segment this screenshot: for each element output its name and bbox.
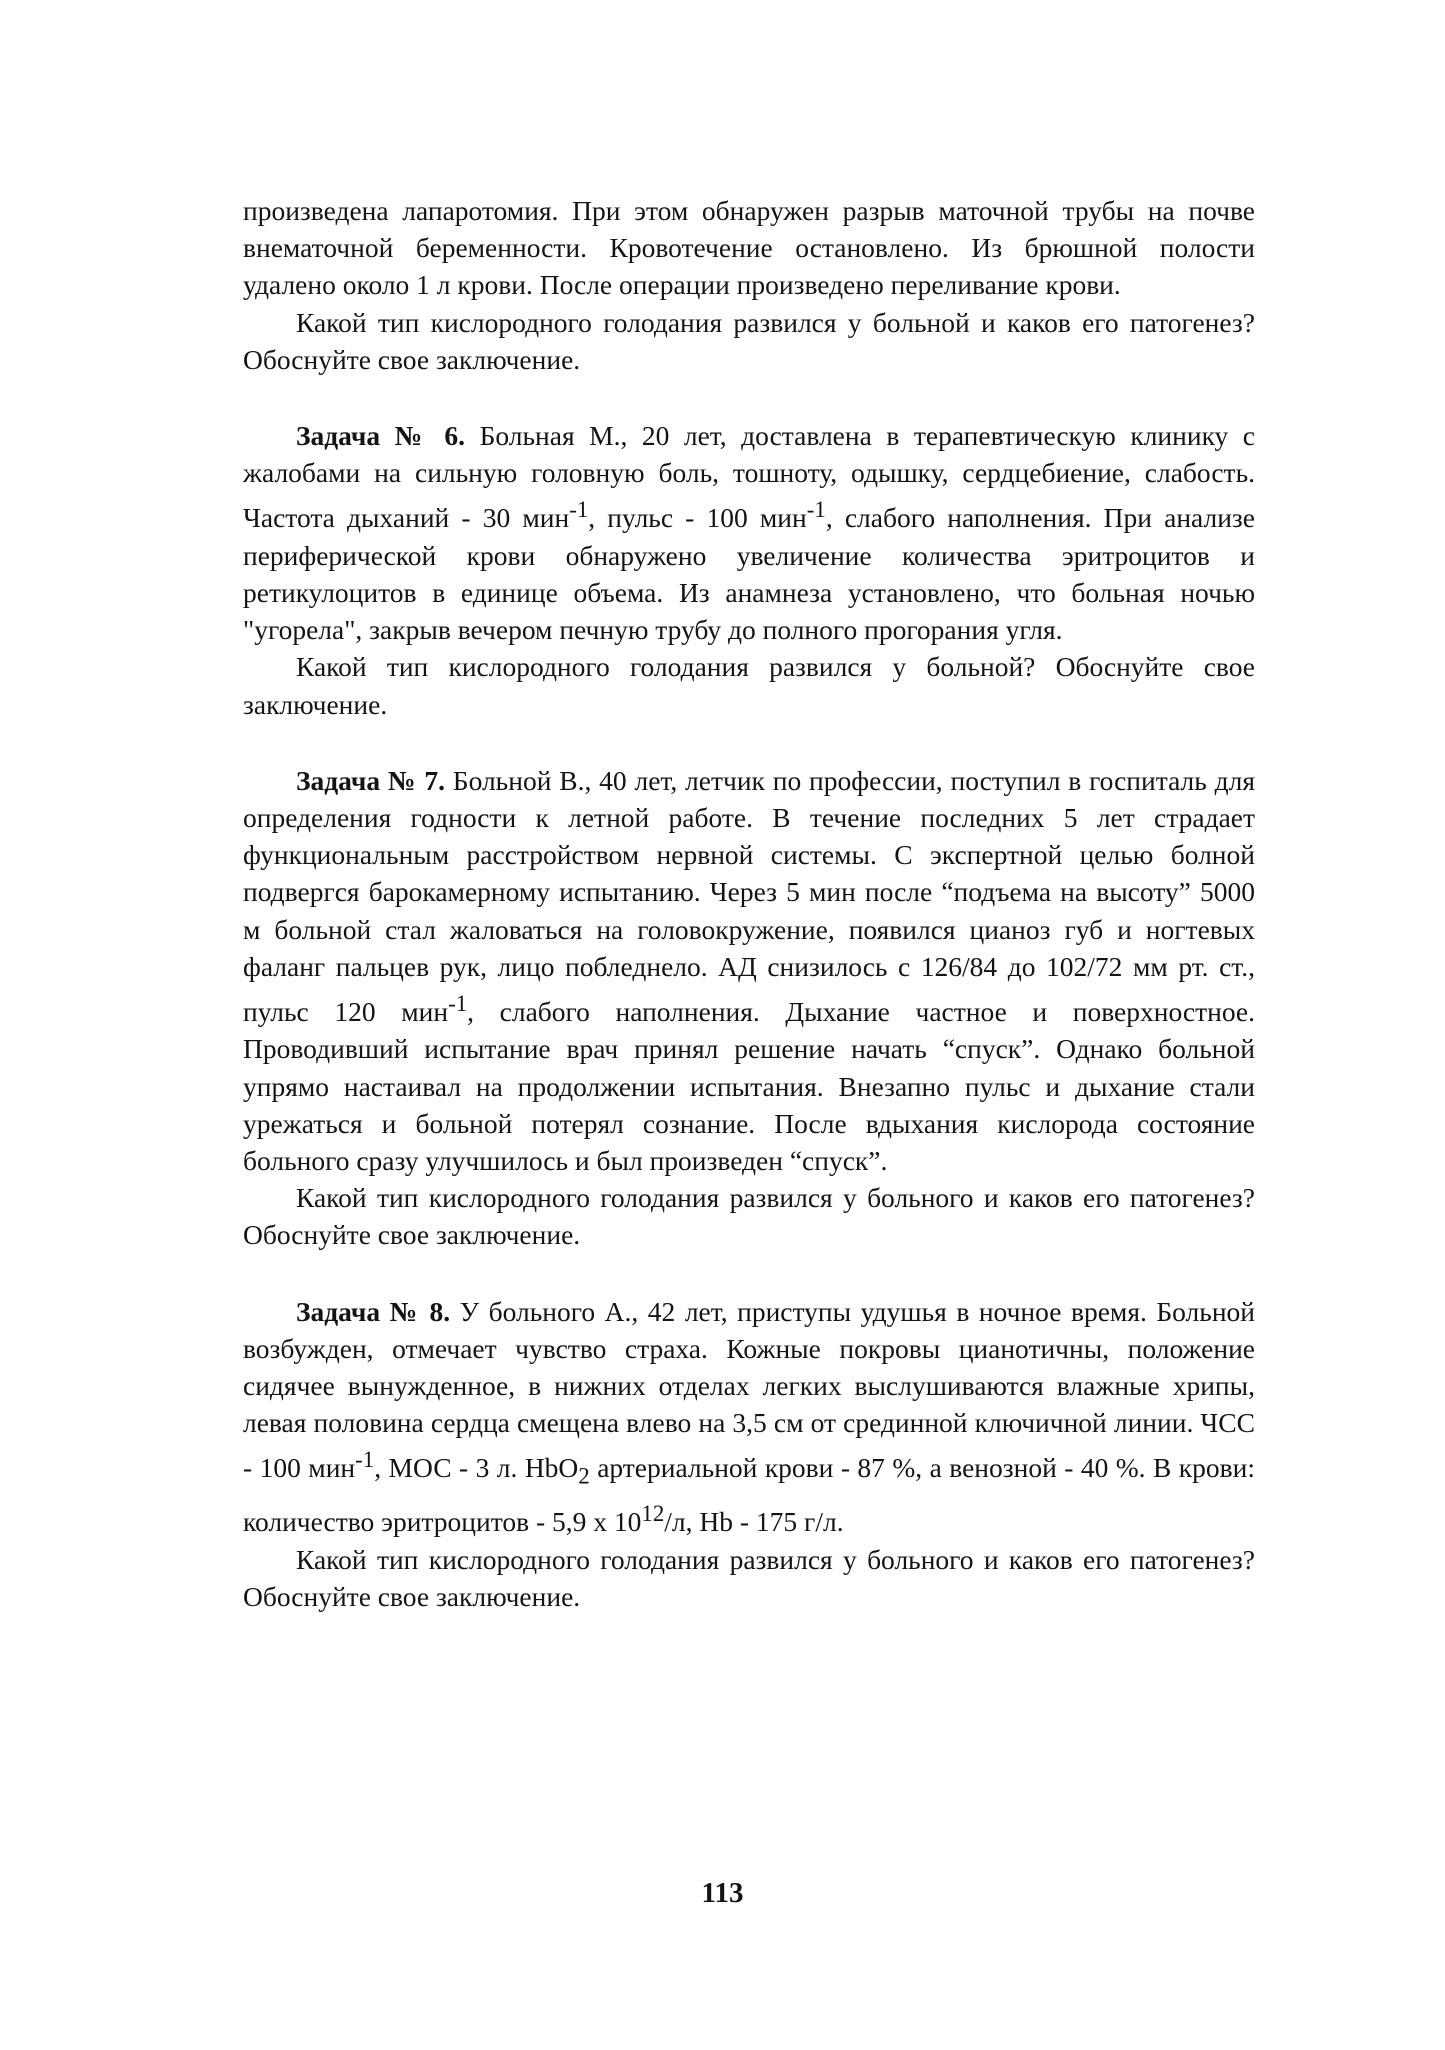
page-body: [243, 192, 1255, 1615]
task-6-superscript: -1: [569, 497, 589, 523]
task-6-superscript: -1: [806, 497, 826, 523]
task-8-superscript: 12: [641, 1501, 665, 1527]
task-8-body-part: /л, Hb - 175 г/л.: [664, 1506, 844, 1538]
task-8-superscript: -1: [355, 1447, 375, 1473]
task-7-body-part: Больной В., 40 лет, летчик по профессии, поступил в госпиталь для определения годности к летной работе. В течение последних 5 лет страдает функциональным расстройством нервной системы. С экспертной целью болной подвергся барокамерному испытанию. Через 5 мин после “подъема на высоту” 5000 м больной стал жаловаться на головокружение, появился цианоз губ и ногтевых фаланг пальцев рук, лицо побледнело. АД снизилось с 126/84 до 102/72 мм рт. ст., пульс 120 мин: [243, 764, 1255, 1028]
task-7-body-part: , слабого наполнения. Дыхание частное и поверхностное. Проводивший испытание врач принял решение начать “спуск”. Однако больной упрямо настаивал на продолжении испытания. Внезапно пульс и дыхание стали урежаться и больной потерял сознание. После вдыхания кислорода состояние больного сразу улучшилось и был произведен “спуск”.: [243, 996, 1255, 1176]
task-7-superscript: -1: [448, 991, 468, 1017]
task-8-body-part: У больного А., 42 лет, приступы удушья в ночное время. Больной возбужден, отмечает чувство страха. Кожные покровы цианотичны, положение сидячее вынужденное, в нижних отделах легких выслушиваются влажные хрипы, левая половина сердца смещена влево на 3,5 см от срединной ключичной линии. ЧСС - 100 мин: [243, 1295, 1256, 1484]
task-6-body-part: Больная М., 20 лет, доставлена в терапевтическую клинику с жалобами на сильную головную боль, тошноту, одышку, сердцебиение, слабость. Частота дыханий - 30 мин: [243, 420, 1256, 534]
task-8-question: Какой тип кислородного голодания развился у больного и каков его патогенез? Обоснуйте свое заключение.: [243, 1543, 1255, 1612]
task-7-heading: Задача № 7.: [296, 764, 445, 796]
task-6-question: Какой тип кислородного голодания развился у больной? Обоснуйте свое заключение.: [243, 651, 1255, 720]
task-6-paragraph: [243, 417, 1255, 648]
task-6-body-part: , пульс - 100 мин: [588, 502, 807, 534]
task-7-question: Какой тип кислородного голодания развился у больного и каков его патогенез? Обоснуйте свое заключение.: [243, 1182, 1255, 1251]
page-number: 113: [701, 1877, 744, 1909]
task-8-paragraph: [243, 1293, 1255, 1541]
task-6-body-part: , слабого наполнения. При анализе периферической крови обнаружено увеличение количества эритроцитов и ретикулоцитов в единице объема. Из анамнеза установлено, что больная ночью "угорела", закрыв вечером печную трубу до полного прогорания угля.: [243, 502, 1255, 646]
task-7-paragraph: [243, 762, 1255, 1179]
intro-question: Какой тип кислородного голодания развился у больной и каков его патогенез? Обоснуйте свое заключение.: [243, 306, 1255, 375]
task-8-heading: Задача № 8.: [296, 1295, 451, 1327]
task-6-heading: Задача № 6.: [296, 420, 466, 452]
task-8-body-part: , МОС - 3 л. HbO: [374, 1452, 579, 1484]
task-8-subscript: 2: [578, 1464, 590, 1490]
intro-paragraph: произведена лапаротомия. При этом обнаружен разрыв маточной трубы на почве внематочной беременности. Кровотечение остановлено. Из брюшной полости удалено около 1 л крови. После операции произведено переливание крови.: [243, 195, 1255, 301]
task-8-body-part: артериальной крови - 87 %, а венозной - 40 %. В крови: количество эритроцитов - 5,9 x 10: [243, 1452, 1255, 1538]
